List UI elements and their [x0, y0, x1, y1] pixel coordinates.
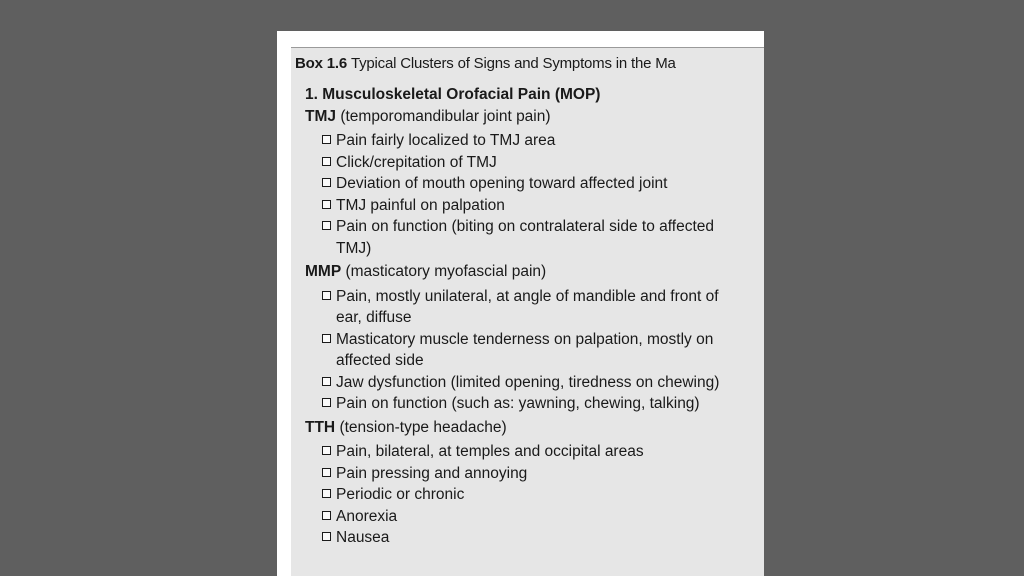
checklist: [305, 286, 764, 415]
checklist-item: [305, 506, 726, 528]
box-number: Box 1.6: [295, 55, 347, 72]
group-heading: [305, 261, 764, 283]
checkbox-icon: [322, 489, 331, 498]
checkbox-icon: [322, 532, 331, 541]
group-abbr: TMJ: [305, 107, 336, 125]
document-page: [277, 31, 764, 576]
box-title: [295, 55, 676, 72]
group-mmp: [305, 261, 764, 415]
checklist-item: [305, 372, 726, 394]
item-text: Pain, mostly unilateral, at angle of mandible and front of ear, diffuse: [336, 287, 719, 326]
group-heading: [305, 417, 764, 439]
item-text: Jaw dysfunction (limited opening, tiredness on chewing): [336, 373, 720, 391]
checklist-item: [305, 286, 726, 329]
group-desc: (tension-type headache): [339, 418, 507, 436]
checklist-item: [305, 173, 726, 195]
checkbox-icon: [322, 291, 331, 300]
section-title: 1. Musculoskeletal Orofacial Pain (MOP): [305, 86, 601, 103]
checklist-item: [305, 195, 726, 217]
box-content: [305, 84, 764, 551]
checkbox-icon: [322, 157, 331, 166]
checklist: [305, 441, 764, 549]
checklist-item: [305, 463, 726, 485]
text-box: [291, 47, 764, 576]
item-text: Anorexia: [336, 507, 398, 525]
box-title-text: Typical Clusters of Signs and Symptoms in the Ma: [350, 55, 676, 72]
item-text: Click/crepitation of TMJ: [336, 153, 497, 171]
group-desc: (temporomandibular joint pain): [340, 107, 551, 125]
group-abbr: TTH: [305, 418, 336, 436]
checklist-item: [305, 393, 726, 415]
checklist-item: [305, 329, 726, 372]
checkbox-icon: [322, 178, 331, 187]
item-text: Masticatory muscle tenderness on palpation, mostly on affected side: [336, 330, 714, 369]
checkbox-icon: [322, 468, 331, 477]
checklist-item: [305, 441, 726, 463]
item-text: Pain pressing and annoying: [336, 464, 528, 482]
group-heading: [305, 106, 764, 128]
checkbox-icon: [322, 511, 331, 520]
checkbox-icon: [322, 398, 331, 407]
item-text: Periodic or chronic: [336, 486, 465, 503]
group-tmj: [305, 106, 764, 260]
group-desc: (masticatory myofascial pain): [345, 263, 547, 280]
checklist-item: [305, 527, 726, 549]
checklist: [305, 130, 764, 259]
checkbox-icon: [322, 446, 331, 455]
item-text: Nausea: [336, 529, 390, 546]
checkbox-icon: [322, 135, 331, 144]
group-tth: [305, 417, 764, 549]
checkbox-icon: [322, 221, 331, 230]
item-text: Pain fairly localized to TMJ area: [336, 132, 556, 149]
checklist-item: [305, 130, 726, 152]
item-text: Pain on function (biting on contralateral side to affected TMJ): [336, 218, 714, 257]
group-abbr: MMP: [305, 263, 342, 280]
checklist-item: [305, 152, 726, 174]
checklist-item: [305, 484, 726, 506]
checkbox-icon: [322, 200, 331, 209]
checkbox-icon: [322, 334, 331, 343]
item-text: TMJ painful on palpation: [336, 196, 505, 214]
checklist-item: [305, 216, 726, 259]
item-text: Pain, bilateral, at temples and occipital areas: [336, 443, 644, 460]
checkbox-icon: [322, 377, 331, 386]
item-text: Pain on function (such as: yawning, chewing, talking): [336, 395, 700, 412]
item-text: Deviation of mouth opening toward affected joint: [336, 175, 668, 192]
